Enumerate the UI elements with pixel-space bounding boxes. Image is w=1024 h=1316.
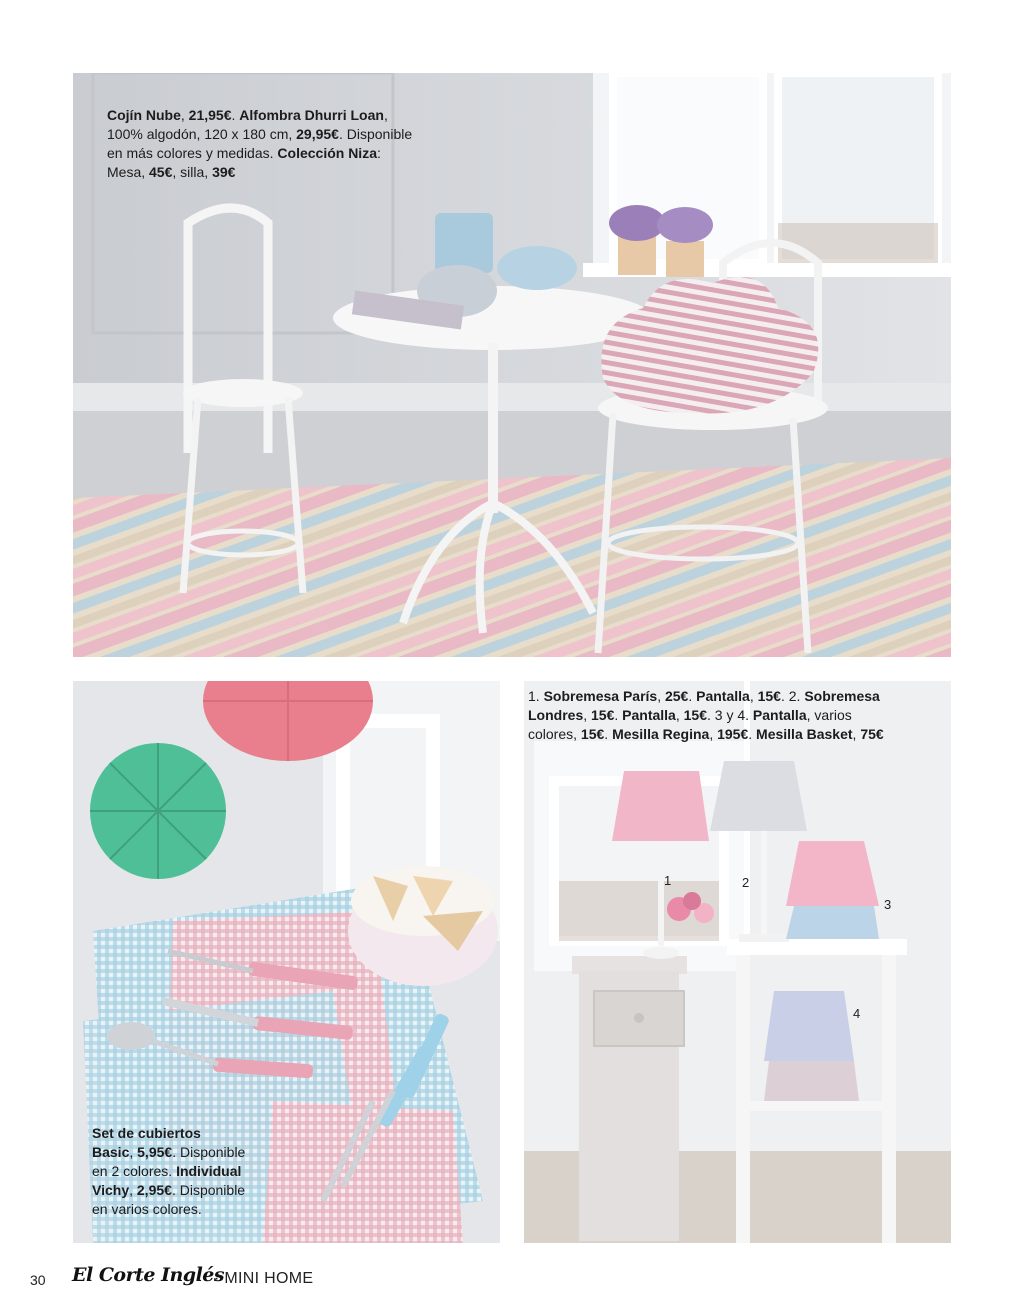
product-number-1: 1 (664, 873, 672, 888)
caption-text: . Disponible (171, 1182, 246, 1198)
caption-text: , (749, 688, 758, 704)
caption-bold-text: 5,95€ (137, 1144, 173, 1160)
section-title: · MINI HOME (214, 1270, 314, 1287)
caption-text: . (604, 726, 613, 742)
caption-text: . (614, 707, 623, 723)
caption-text: , (709, 726, 718, 742)
caption-bold-text: 195€ (717, 726, 749, 742)
caption-text: , (657, 688, 665, 704)
caption-cutlery-set (92, 1124, 292, 1219)
caption-text: , (383, 107, 388, 123)
caption-text: en más colores y medidas. (107, 145, 278, 161)
caption-text: . (748, 726, 757, 742)
caption-text: , (675, 707, 684, 723)
caption-text: . Disponible (338, 126, 413, 142)
caption-text: , (129, 1182, 137, 1198)
caption-bold-text: 39€ (212, 164, 236, 180)
caption-line (528, 725, 948, 744)
caption-line (92, 1162, 292, 1181)
caption-text: 100% algodón, 120 x 180 cm, (107, 126, 297, 142)
product-number-4: 4 (853, 1006, 861, 1021)
caption-bold-text: 15€ (683, 707, 707, 723)
caption-line (107, 125, 467, 144)
caption-text: , silla, (172, 164, 213, 180)
caption-line (92, 1124, 292, 1143)
caption-bold-text: Vichy (92, 1182, 130, 1198)
caption-bold-text: 2,95€ (136, 1182, 172, 1198)
caption-text: . (688, 688, 697, 704)
caption-bold-text: Individual (176, 1163, 242, 1179)
caption-text: , (852, 726, 861, 742)
caption-bold-text: 15€ (580, 726, 605, 742)
product-number-3: 3 (884, 897, 892, 912)
caption-bold-text: Pantalla (696, 688, 750, 704)
caption-text: , (129, 1144, 138, 1160)
caption-bold-text: Pantalla (622, 707, 676, 723)
caption-bold-text: Mesilla Regina (612, 726, 710, 742)
caption-bold-text: Pantalla (752, 707, 807, 723)
caption-bold-text: Cojín Nube (107, 107, 181, 123)
caption-text: , (180, 107, 189, 123)
caption-bold-text: 25€ (664, 688, 689, 704)
photo-lamps-nightstands (524, 681, 951, 1243)
caption-line (92, 1181, 292, 1200)
caption-bold-text: 75€ (860, 726, 884, 742)
caption-line (528, 706, 948, 725)
caption-text: . 3 y 4. (707, 707, 753, 723)
caption-line (528, 687, 948, 706)
caption-line (107, 144, 467, 163)
caption-line (92, 1143, 292, 1162)
caption-bold-text: 45€ (149, 164, 173, 180)
caption-text: , varios (806, 707, 852, 723)
caption-bistro-set (107, 106, 467, 182)
caption-bold-text: Set de cubiertos (92, 1125, 201, 1141)
caption-line (107, 106, 467, 125)
caption-bold-text: Mesilla Basket (756, 726, 853, 742)
product-number-2: 2 (742, 875, 750, 890)
page-number: 30 (30, 1272, 46, 1288)
caption-line (107, 163, 467, 182)
caption-bold-text: Alfombra Dhurri Loan (239, 107, 384, 123)
caption-bold-text: 29,95€ (296, 126, 339, 142)
caption-text: colores, (528, 726, 581, 742)
caption-bold-text: 15€ (591, 707, 615, 723)
brand-logo: El Corte Inglés (72, 1264, 225, 1286)
caption-text: . Disponible (172, 1144, 246, 1160)
caption-text: . 2. (780, 688, 805, 704)
caption-bold-text: Colección Niza (277, 145, 377, 161)
caption-bold-text: Londres (528, 707, 584, 723)
caption-bold-text: 15€ (757, 688, 781, 704)
caption-text: . (231, 107, 240, 123)
caption-bold-text: Sobremesa (804, 688, 880, 704)
caption-bold-text: 21,95€ (188, 107, 232, 123)
caption-text: en 2 colores. (92, 1163, 177, 1179)
caption-text: Mesa, (107, 164, 150, 180)
caption-bold-text: Basic (92, 1144, 130, 1160)
caption-text: : (377, 145, 381, 161)
caption-line (92, 1200, 292, 1219)
caption-lamps (528, 687, 948, 744)
caption-text: 1. (528, 688, 544, 704)
caption-bold-text: Sobremesa París (543, 688, 658, 704)
caption-text: , (583, 707, 592, 723)
caption-text: en varios colores. (92, 1201, 202, 1217)
